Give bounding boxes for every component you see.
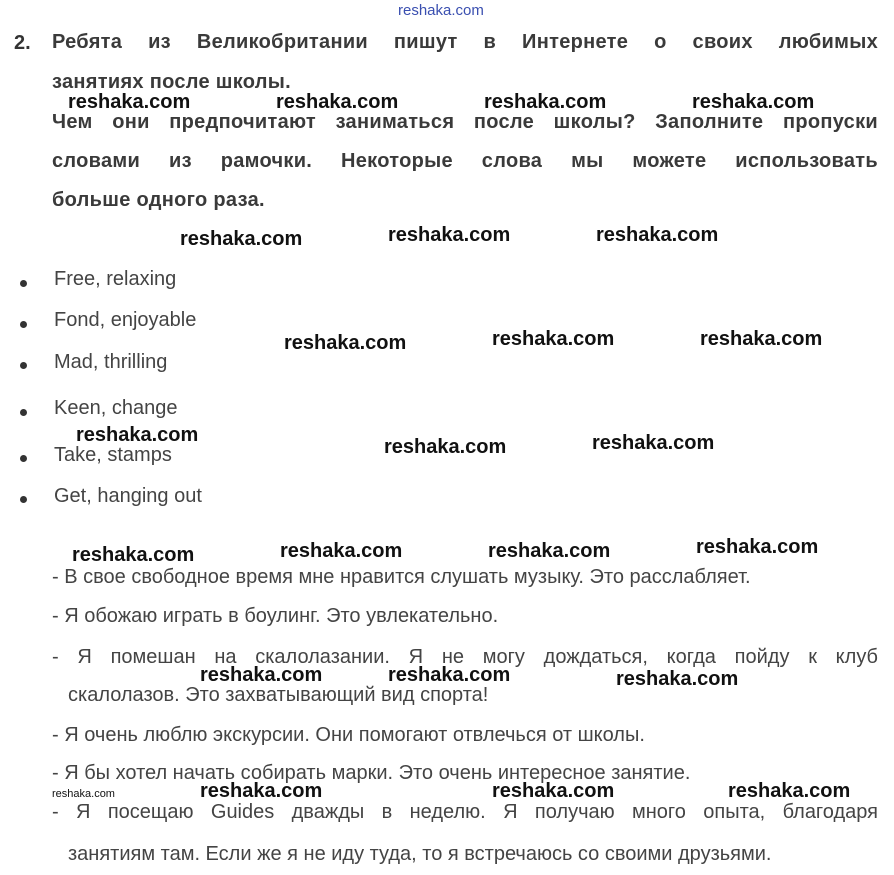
watermark: reshaka.com <box>180 228 303 250</box>
watermark: reshaka.com <box>200 664 323 686</box>
watermark: reshaka.com <box>700 328 823 350</box>
watermark: reshaka.com <box>276 91 399 113</box>
translation-line-4: скалолазов. Это захватывающий вид спорта! <box>68 684 489 706</box>
watermark: reshaka.com <box>592 432 715 454</box>
answer-6: Get, hanging out <box>54 485 202 507</box>
bullet-3 <box>20 362 27 369</box>
translation-line-3: - Я помешан на скалолазании. Я не могу дождаться, когда пойду к клуб <box>52 646 878 668</box>
watermark: reshaka.com <box>388 224 511 246</box>
watermark: reshaka.com <box>696 536 819 558</box>
task-line-3: Чем они предпочитают заниматься после школы? Заполните пропуски <box>52 111 878 133</box>
task-line-5: больше одного раза. <box>52 189 265 211</box>
watermark: reshaka.com <box>76 424 199 446</box>
bullet-2 <box>20 321 27 328</box>
watermark: reshaka.com <box>280 540 403 562</box>
watermark: reshaka.com <box>384 436 507 458</box>
answer-5: Take, stamps <box>54 444 172 466</box>
watermark: reshaka.com <box>284 332 407 354</box>
bullet-1 <box>20 280 27 287</box>
watermark-small: reshaka.com <box>52 788 115 800</box>
bullet-6 <box>20 496 27 503</box>
watermark: reshaka.com <box>728 780 851 802</box>
task-line-1: Ребята из Великобритании пишут в Интернете о своих любимых <box>52 31 878 53</box>
bullet-4 <box>20 409 27 416</box>
watermark: reshaka.com <box>484 91 607 113</box>
watermark: reshaka.com <box>492 780 615 802</box>
answer-2: Fond, enjoyable <box>54 309 197 331</box>
task-line-4: словами из рамочки. Некоторые слова мы можете использовать <box>52 150 878 172</box>
answer-4: Keen, change <box>54 397 178 419</box>
translation-line-5: - Я очень люблю экскурсии. Они помогают отвлечься от школы. <box>52 724 645 746</box>
site-mark: reshaka.com <box>398 2 484 19</box>
watermark: reshaka.com <box>492 328 615 350</box>
task-line-2: занятиях после школы. <box>52 71 292 93</box>
watermark: reshaka.com <box>72 544 195 566</box>
task-number: 2. <box>14 32 31 54</box>
watermark: reshaka.com <box>596 224 719 246</box>
answer-1: Free, relaxing <box>54 268 177 290</box>
watermark: reshaka.com <box>200 780 323 802</box>
translation-line-2: - Я обожаю играть в боулинг. Это увлекательно. <box>52 605 499 627</box>
bullet-5 <box>20 455 27 462</box>
answer-3: Mad, thrilling <box>54 351 168 373</box>
translation-line-1: - В свое свободное время мне нравится слушать музыку. Это расслабляет. <box>52 566 751 588</box>
watermark: reshaka.com <box>616 668 739 690</box>
watermark: reshaka.com <box>488 540 611 562</box>
translation-line-6: - Я бы хотел начать собирать марки. Это очень интересное занятие. <box>52 762 691 784</box>
translation-line-8: занятиям там. Если же я не иду туда, то я встречаюсь со своими друзьями. <box>68 843 772 865</box>
watermark: reshaka.com <box>68 91 191 113</box>
watermark: reshaka.com <box>388 664 511 686</box>
translation-line-7: - Я посещаю Guides дважды в неделю. Я получаю много опыта, благодаря <box>52 801 878 823</box>
watermark: reshaka.com <box>692 91 815 113</box>
